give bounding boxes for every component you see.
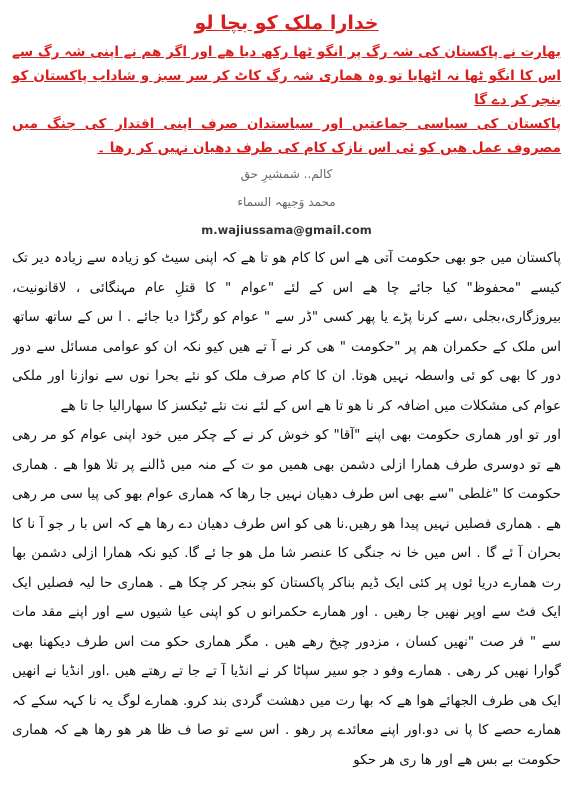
lead-line: بھارت نے پاکستان کی شہ رگ پر انگو ٹھا رکھ دیا ھے اور اگر ھم نے اپنی شہ رگ سے اس کا انگو ٹھا نہ اٹھایا تو وہ ھماری شہ رگ کاٹ کر سر سبز و شاداب پاکستان کو بنجر کر دے گا: [12, 44, 561, 108]
article-title: خدارا ملک کو بچا لو: [194, 12, 379, 34]
body-paragraph: پاکستان میں جو بھی حکومت آتی ھے اس کا کام ھو تا ھے کہ اپنی سیٹ کو زیادہ سے زیادہ دیر تک کیسے "محفوظ" کیا جائے چا ھے اس کے لئے "عوام " کا قتلِ عام مہنگائی ، لاقانونیت، بیروزگاری،بجلی ،سے کرنا پڑے یا پھر کسی "ڈر سے " عوام کو رگڑا دیا جائے . ا س کے ساتھ ساتھ اس ملک کے حکمران ھم پر "حکومت " ھی کر نے آ تے ھیں کیو نکہ ان کو عوامی مسائل سے دور دور کا بھی کو ئی واسطہ نہیں ھوتا. ان کا کام صرف ملک کو نئے بحرا نوں سے نوازنا اور ملکی عوام کی مشکلات میں اضافہ کر نا ھو تا ھے اس کے لئے نت نئے ٹیکسز کا سھارالیا جا تا ھے: [12, 250, 561, 414]
article-body: [12, 244, 561, 775]
body-paragraph: اور تو اور ھماری حکومت بھی اپنے "آقا" کو خوش کر نے کے چکر میں خود اپنی عوام کو مر رھی ھے تو دوسری طرف ھمارا ازلی دشمن بھی ھمیں مو ت کے منہ میں ڈالنے پر تلا ھوا ھے . ھماری حکومت کا "غلطی "سے بھی اس طرف دھیان نہیں جا رھا کہ ھماری عوام بھو کی پیا سی مر رھی ھے . ھماری فصلیں نہیں پیدا ھو رھیں.نا ھی کو اس طرف دھیان دے رھا ھے کہ اس با ر جو آ نا کا بحران آ ئے گا . اس میں خا نہ جنگی کا عنصر شا مل ھو جا ئے گا. کیو نکہ ھمارا ازلی دشمن بھا رت ھمارے دریا ئوں پر کئی ایک ڈیم بناکر پاکستان کو بنجر کر چکا ھے . ھماری حا لیہ فصلیں ایک ایک فٹ سے اوپر نھیں جا رھیں . اور ھمارے حکمرانو ں کو اپنی عیا شیوں سے اور اپنے مقد مات سے " فر صت "نھیں کسان ، مزدور چیخ رھے ھیں . مگر ھماری حکو مت اس طرف دیکھنا بھی گوارا نھیں کر رھی . ھمارے وفو د جو سیر سپاٹا کر نے انڈیا آ تے جا تے رھتے ھیں .اور انڈیا نے انھیں ایک ھی طرف الجھائے ھوا ھے کہ بھا رت میں دھشت گردی بند کرو. ھمارے لوگ یہ نا کہہ سکے کہ ھمارے حصے کا پا نی دو.اور اپنے معائدے پر رھو . اس سے تو صا ف ظا ھر ھو رھا ھے کہ ھماری حکومت بے بس ھے اور ھا ری ھر حکو: [12, 427, 561, 768]
article-lead: [12, 40, 561, 160]
author-name: محمد وَجیھہ السماء: [237, 195, 336, 209]
lead-line: پاکستان کی سیاسی جماعتیں اور سیاستدان صرف اپنی اقتدار کی جنگ میں مصروف عمل ھیں کو ئی اس نازک کام کی طرف دھیان نہیں کر رھا ۔: [12, 116, 561, 156]
author-email[interactable]: m.wajiussama@gmail.com: [201, 223, 372, 237]
column-label: کالم.. شمشیرِ حق: [240, 167, 333, 181]
